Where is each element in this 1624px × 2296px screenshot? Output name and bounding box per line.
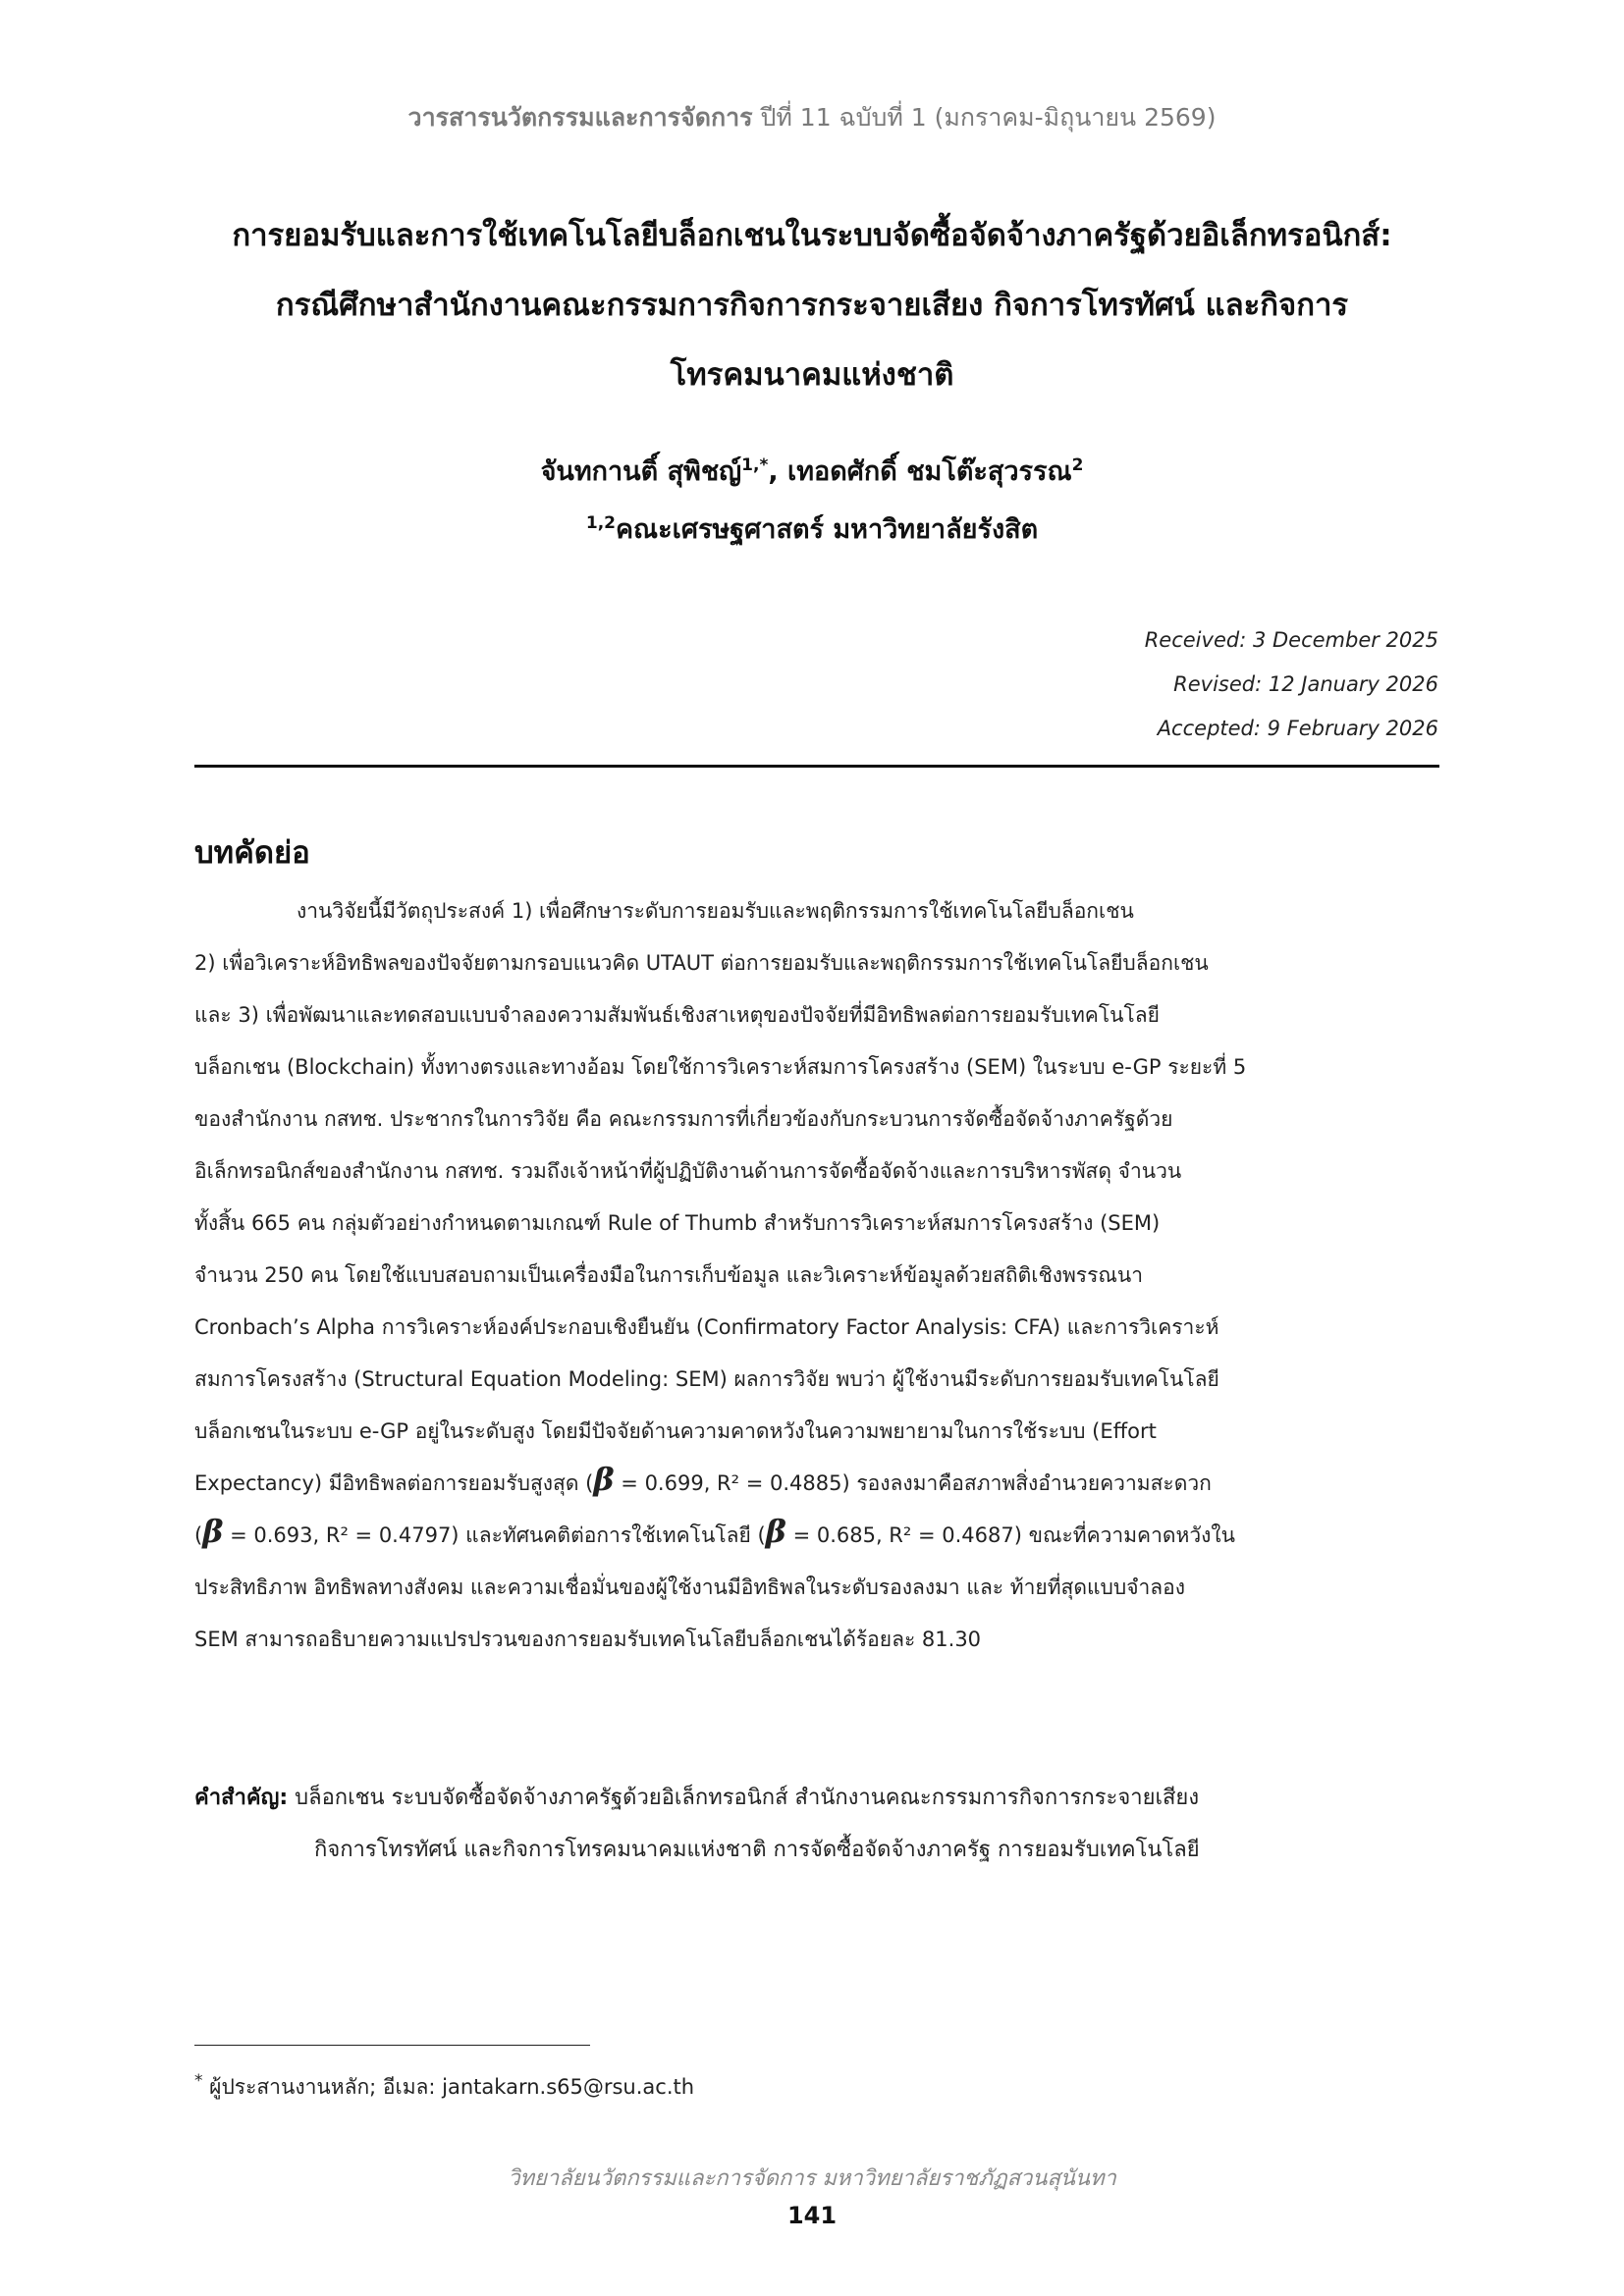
abstract-line: งานวิจัยนี้มีวัตถุประสงค์ 1) เพื่อศึกษาระดับการยอมรับและพฤติกรรมการใช้เทคโนโลยีบล็อกเชน: [297, 899, 1134, 923]
page-number: 141: [786, 2202, 838, 2229]
author-list: [0, 450, 1624, 492]
abstract-line: SEM สามารถอธิบายความแปรปรวนของการยอมรับเทคโนโลยีบล็อกเชนได้ร้อยละ 81.30: [194, 1628, 982, 1651]
abstract-text: = 0.693, R² = 0.4797) และทัศนคติต่อการใช้เทคโนโลยี (: [223, 1523, 766, 1547]
abstract-text: = 0.699, R² = 0.4885) รองลงมาคือสภาพสิ่งอำนวยความสะดวก: [614, 1471, 1212, 1495]
abstract-line: ประสิทธิภาพ อิทธิพลทางสังคม และความเชื่อมั่นของผู้ใช้งานมีอิทธิพลในระดับรองลงมา และ ท้ายที่สุดแบบจำลอง: [194, 1575, 1186, 1599]
abstract-text: (: [194, 1523, 203, 1547]
abstract-line: [194, 1510, 1439, 1562]
abstract-line: บล็อกเชนในระบบ e-GP อยู่ในระดับสูง โดยมีปัจจัยด้านความคาดหวังในความพยายามในการใช้ระบบ (Effort: [194, 1419, 1157, 1443]
title-line: การยอมรับและการใช้เทคโนโลยีบล็อกเชนในระบบจัดซื้อจัดจ้างภาครัฐด้วยอิเล็กทรอนิกส์:: [232, 218, 1392, 253]
abstract-line: ของสำนักงาน กสทช. ประชากรในการวิจัย คือ คณะกรรมการที่เกี่ยวข้องกับกระบวนการจัดซื้อจัดจ้างภาครัฐด้วย: [194, 1107, 1173, 1131]
title-line: โทรคมนาคมแห่งชาติ: [670, 357, 954, 393]
keywords-line: [194, 1772, 1439, 1824]
beta-symbol: β: [593, 1461, 615, 1498]
abstract-line: Cronbach’s Alpha การวิเคราะห์องค์ประกอบเชิงยืนยัน (Confirmatory Factor Analysis: CFA) และการวิเคราะห์: [194, 1315, 1219, 1339]
abstract-line: บล็อกเชน (Blockchain) ทั้งทางตรงและทางอ้อม โดยใช้การวิเคราะห์สมการโครงสร้าง (SEM) ในระบบ e-GP ระยะที่ 5: [194, 1055, 1247, 1079]
affiliation: [0, 507, 1624, 550]
author-affiliation-mark: 2: [1071, 455, 1084, 475]
footnote-divider: [194, 2045, 590, 2046]
abstract-line: [194, 1458, 1439, 1510]
abstract-body: [194, 885, 1439, 1666]
beta-symbol: β: [765, 1513, 786, 1550]
abstract-line: จำนวน 250 คน โดยใช้แบบสอบถามเป็นเครื่องมือในการเก็บข้อมูล และวิเคราะห์ข้อมูลด้วยสถิติเชิงพรรณนา: [194, 1263, 1143, 1287]
abstract-line: และ 3) เพื่อพัฒนาและทดสอบแบบจำลองความสัมพันธ์เชิงสาเหตุของปัจจัยที่มีอิทธิพลต่อการยอมรับเทคโนโลยี: [194, 1003, 1160, 1027]
article-title: [147, 201, 1477, 410]
affiliation-name: คณะเศรษฐศาสตร์ มหาวิทยาลัยรังสิต: [615, 514, 1039, 545]
author-name: จันทกานติ์ สุพิชญ์: [540, 456, 742, 487]
article-dates: [1145, 618, 1438, 751]
footnote: [194, 2071, 694, 2104]
abstract-line: ทั้งสิ้น 665 คน กลุ่มตัวอย่างกำหนดตามเกณฑ์ Rule of Thumb สำหรับการวิเคราะห์สมการโครงสร้าง (SEM): [194, 1211, 1161, 1235]
keywords-block: [194, 1772, 1439, 1876]
footnote-mark: *: [194, 2071, 203, 2091]
issue-info: ปีที่ 11 ฉบับที่ 1 (มกราคม-มิถุนายน 2569): [760, 103, 1217, 132]
author-affiliation-mark: 1,*: [741, 455, 769, 475]
received-date: Received: 3 December 2025: [1144, 628, 1438, 652]
author-name: เทอดศักดิ์ ชมโต๊ะสุวรรณ: [787, 456, 1072, 487]
abstract-line: สมการโครงสร้าง (Structural Equation Modeling: SEM) ผลการวิจัย พบว่า ผู้ใช้งานมีระดับการยอมรับเทคโนโลยี: [194, 1367, 1219, 1391]
footer-journal-name: วิทยาลัยนวัตกรรมและการจัดการ มหาวิทยาลัยราชภัฏสวนสุนันทา: [508, 2166, 1116, 2191]
title-line: กรณีศึกษาสำนักงานคณะกรรมการกิจการกระจายเสียง กิจการโทรทัศน์ และกิจการ: [275, 288, 1349, 323]
running-header: [0, 98, 1624, 137]
abstract-line: 2) เพื่อวิเคราะห์อิทธิพลของปัจจัยตามกรอบแนวคิด UTAUT ต่อการยอมรับและพฤติกรรมการใช้เทคโนโลยีบล็อกเชน: [194, 951, 1209, 975]
accepted-date: Accepted: 9 February 2026: [1157, 717, 1438, 740]
abstract-text: Expectancy) มีอิทธิพลต่อการยอมรับสูงสุด (: [194, 1471, 594, 1495]
keywords-text: กิจการโทรทัศน์ และกิจการโทรคมนาคมแห่งชาติ การจัดซื้อจัดจ้างภาครัฐ การยอมรับเทคโนโลยี: [314, 1838, 1200, 1862]
abstract-line: อิเล็กทรอนิกส์ของสำนักงาน กสทช. รวมถึงเจ้าหน้าที่ผู้ปฏิบัติงานด้านการจัดซื้อจัดจ้างและการบริหารพัสดุ จำนวน: [194, 1159, 1182, 1183]
affiliation-mark: 1,2: [585, 513, 616, 533]
abstract-heading: บทคัดย่อ: [194, 835, 310, 871]
journal-name: วารสารนวัตกรรมและการจัดการ: [407, 103, 753, 132]
revised-date: Revised: 12 January 2026: [1173, 672, 1438, 696]
keywords-label: คำสำคัญ:: [194, 1786, 289, 1810]
keywords-text: บล็อกเชน ระบบจัดซื้อจัดจ้างภาครัฐด้วยอิเล็กทรอนิกส์ สำนักงานคณะกรรมการกิจการกระจายเสียง: [288, 1786, 1200, 1810]
footnote-text: ผู้ประสานงานหลัก; อีเมล: jantakarn.s65@rsu.ac.th: [202, 2075, 695, 2099]
beta-symbol: β: [202, 1513, 224, 1550]
abstract-text: = 0.685, R² = 0.4687) ขณะที่ความคาดหวังใน: [785, 1523, 1236, 1547]
author-separator: ,: [768, 456, 788, 487]
header-divider: [194, 765, 1439, 768]
